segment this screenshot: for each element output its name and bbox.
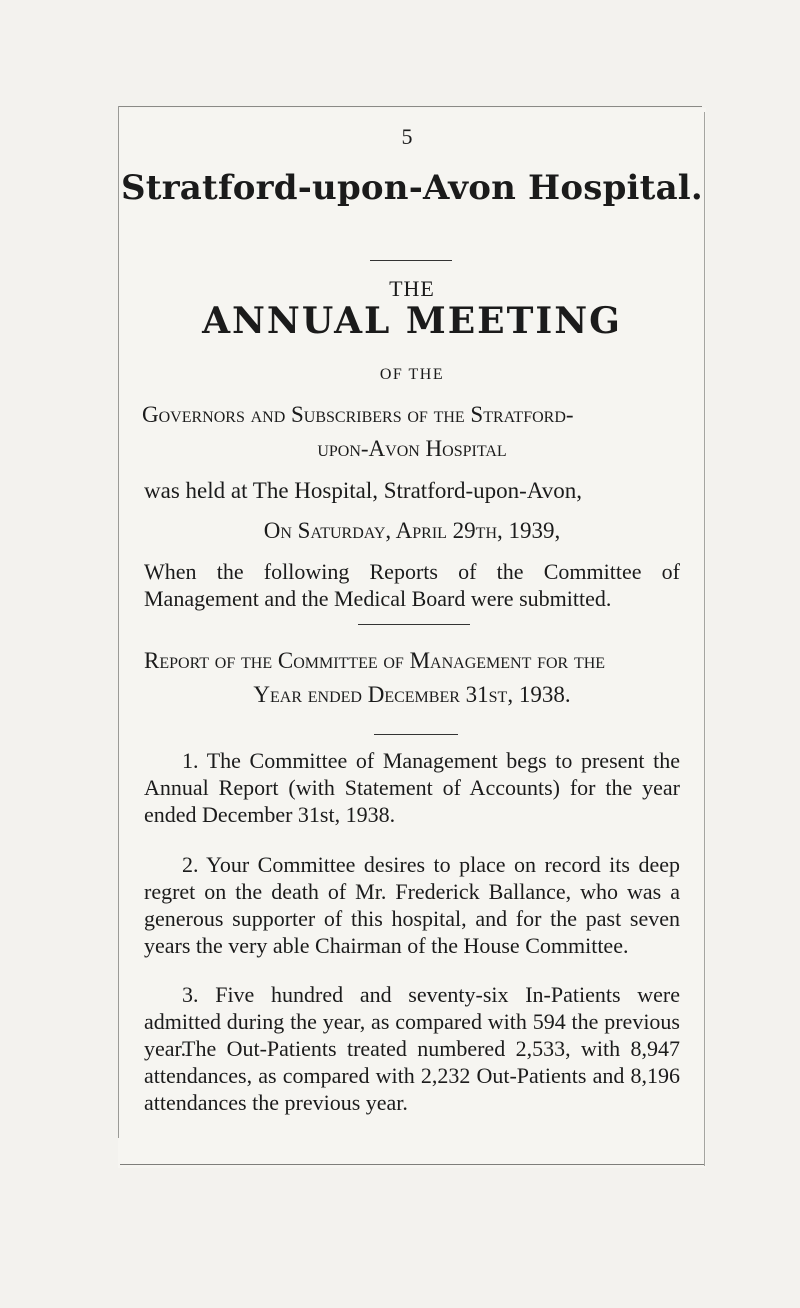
border-right bbox=[704, 112, 705, 1166]
meeting-date: On Saturday, April 29th, 1939, bbox=[263, 518, 561, 543]
paragraph-2: 2. Your Committee desires to place on record its deep regret on the death of Mr. Frederick Ballance, who was a generous supporter of this hospital, and for the past seven years the very able Chairman of the House Committee. bbox=[144, 852, 680, 958]
border-bottom bbox=[120, 1164, 704, 1165]
report-heading-line-2: Year ended December 31st, 1938. bbox=[253, 682, 571, 707]
heading-annual-meeting: ANNUAL MEETING bbox=[202, 300, 622, 342]
heading-the: THE bbox=[389, 276, 435, 301]
border-left bbox=[118, 106, 119, 1138]
held-at-line: was held at The Hospital, Stratford-upon-Avon, bbox=[144, 478, 582, 503]
governors-line-1: Governors and Subscribers of the Stratford- bbox=[142, 402, 574, 427]
divider bbox=[374, 734, 458, 735]
heading-of-the: OF THE bbox=[379, 366, 445, 383]
divider bbox=[358, 624, 470, 625]
report-heading-line-1: Report of the Committee of Management for the bbox=[144, 648, 606, 673]
intro-when: When the following Reports of the Committee of Management and the Medical Board were submitted. bbox=[144, 559, 680, 611]
page-number: 5 bbox=[401, 124, 413, 149]
paragraph-1: 1. The Committee of Management begs to present the Annual Report (with Statement of Accounts) for the year ended December 31st, 1938. bbox=[144, 748, 680, 827]
border-top bbox=[118, 106, 702, 107]
divider bbox=[370, 260, 452, 261]
paragraph-3-continued: The Out-Patients treated numbered 2,533, with 8,947 attendances, as compared with 2,232 Out-Patients and 8,196 attendances the previous year. bbox=[144, 1036, 680, 1115]
governors-line-2: upon-Avon Hospital bbox=[317, 436, 507, 461]
paragraph-3: 3. Five hundred and seventy-six In-Patients were admitted during the year, as compared with 594 the previous year. bbox=[144, 982, 680, 1061]
page-title: Stratford-upon-Avon Hospital. bbox=[121, 168, 703, 208]
